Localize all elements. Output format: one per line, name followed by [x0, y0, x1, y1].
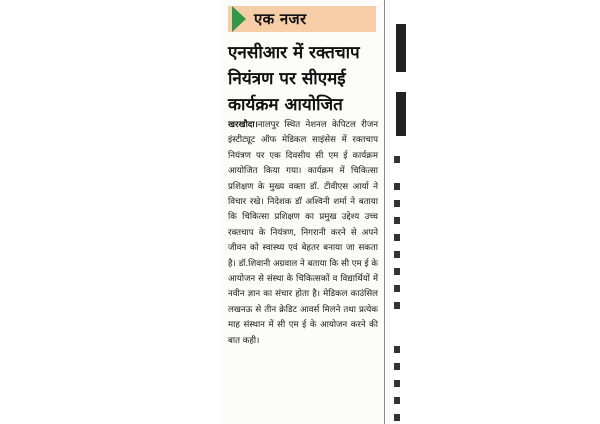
cropped-heading-glyph: [396, 24, 406, 72]
cropped-text-fragment: [394, 363, 400, 370]
news-article: [222, 0, 382, 424]
dateline: खरखौदा।: [228, 120, 258, 130]
cropped-text-fragment: [394, 302, 400, 309]
arrow-marker-icon: [232, 6, 246, 32]
cropped-text-fragment: [394, 234, 400, 241]
cropped-text-fragment: [394, 251, 400, 258]
section-tag-bar: [228, 6, 376, 32]
cropped-text-fragment: [394, 156, 400, 163]
cropped-text-fragment: [394, 397, 400, 404]
cropped-text-fragment: [394, 380, 400, 387]
cropped-text-fragment: [394, 285, 400, 292]
article-body: [228, 118, 378, 349]
article-text: नालपुर स्थित नेशनल केपिटल रीजन इंस्टीट्यूट ऑफ मेडिकल साइंसेस में रक्तचाप नियंत्रण पर एक दिवसीय सी एम ई कार्यक्रम आयोजित किया गया। कार्यक्रम में चिकित्सा प्रशिक्षण के मुख्य वक्ता डॉ. टीवीएस आर्या ने विचार रखे। निदेशक डॉ अश्विनी शर्मा ने बताया कि चिकित्सा प्रशिक्षण का प्रमुख उद्देश्य उच्च रक्तचाप के नियंत्रण, निगरानी करने से अपने जीवन को स्वास्थ्य एवं बेहतर बनाया जा सकता है। डॉ.शिवानी अग्रवाल ने बताया कि सी एम ई के आयोजन से संस्था के चिकित्सकों व विद्यार्थियों में नवीन ज्ञान का संचार होता है। मेडिकल काउंसिल लखनऊ से तीन क्रेडिट आवर्स मिलने तथा प्रत्येक माह संस्थान में सी एम ई के आयोजन करने की बात कही।: [228, 120, 378, 346]
cropped-text-fragment: [394, 217, 400, 224]
adjacent-column-fragment: [390, 0, 600, 424]
headline: एनसीआर में रक्तचाप नियंत्रण पर सीएमई कार्यक्रम आयोजित: [228, 43, 360, 115]
blank-margin: [0, 0, 222, 424]
cropped-heading-glyph: [396, 92, 406, 136]
section-tag: एक नजर: [254, 10, 307, 28]
cropped-text-fragment: [394, 414, 400, 421]
cropped-text-fragment: [394, 268, 400, 275]
cropped-text-fragment: [394, 183, 400, 190]
cropped-text-fragment: [394, 200, 400, 207]
cropped-text-fragment: [394, 346, 400, 353]
column-divider: [384, 0, 385, 424]
